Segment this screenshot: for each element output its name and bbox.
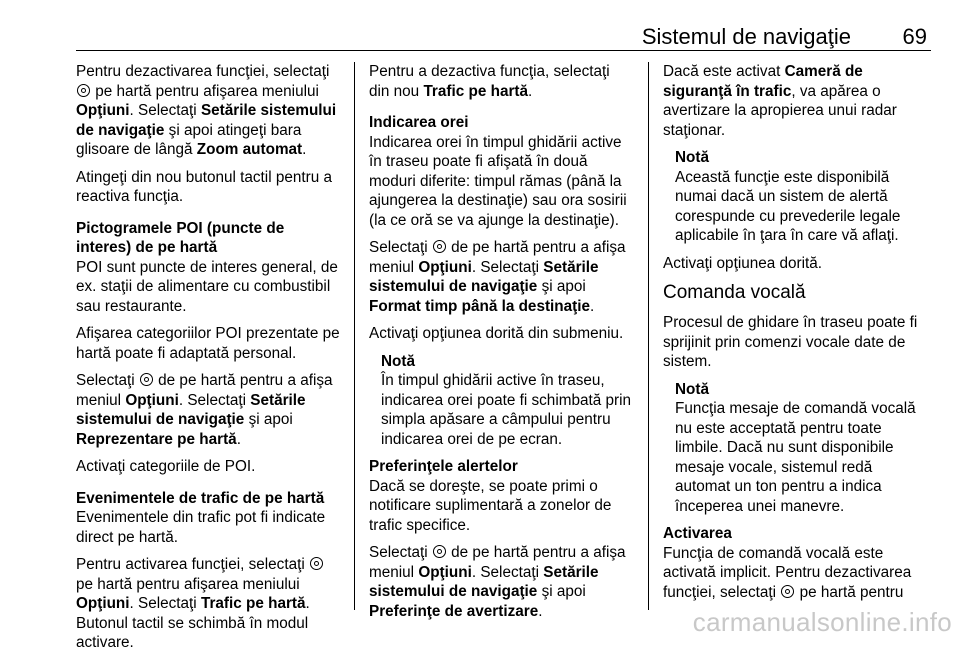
paragraph <box>663 544 931 603</box>
paragraph: Procesul de ghidare în traseu poate fi sprijinit prin comenzi vocale date de sistem. <box>663 314 918 370</box>
column-2 <box>369 62 634 621</box>
options-gear-icon <box>77 84 90 97</box>
text: şi apoi <box>537 583 586 600</box>
section-heading: Preferinţele alertelor <box>369 458 518 475</box>
watermark: carmanualsonline.info <box>692 607 952 637</box>
paragraph: Activaţi opţiunea dorită din submeniu. <box>369 325 624 342</box>
paragraph: Afişarea categoriilor POI prezentate pe hartă poate fi adaptată personal. <box>76 325 340 362</box>
section-heading: Pictogramele POI (puncte de interes) de pe hartă <box>76 219 285 256</box>
paragraph <box>663 62 931 140</box>
note-text: Funcţia mesaje de comandă vocală nu este acceptată pentru toate limbile. Dacă nu sunt disponibile mesaje vocale, sistemul redă automat un ton pentru a indica începerea unei manevre. <box>675 400 916 515</box>
column-divider <box>648 62 649 610</box>
menu-term: Setările sistemului de navigaţie <box>76 102 337 139</box>
page-header <box>76 24 931 50</box>
section-heading: Activarea <box>663 525 732 542</box>
text: pe hartă pentru afişarea meniului <box>91 82 319 100</box>
text: . <box>236 430 241 448</box>
text: . Selectaţi <box>471 258 544 276</box>
menu-term: Setările sistemului de navigaţie <box>76 391 306 428</box>
paragraph <box>369 543 634 621</box>
text: . <box>590 297 595 315</box>
section-heading: Indicarea orei <box>369 114 469 131</box>
note-title: Notă <box>675 149 709 166</box>
text: . Selectaţi <box>471 563 544 581</box>
paragraph: POI sunt puncte de interes general, de ex. staţii de alimentare cu combustibil sau restaurante. <box>76 258 338 315</box>
note-title: Notă <box>675 380 709 398</box>
page-number: 69 <box>902 24 927 49</box>
menu-term: Setările sistemului de navigaţie <box>369 563 599 600</box>
paragraph <box>369 62 634 101</box>
paragraph: Activaţi opţiunea dorită. <box>663 254 823 272</box>
page-title: Sistemul de navigaţie <box>641 24 851 49</box>
options-gear-icon <box>310 557 323 570</box>
note-text: Această funcţie este disponibilă numai dacă un sistem de alertă corespunde cu prevederile legale aplicabile în ţara în care vă aflaţi. <box>675 168 901 244</box>
text: şi apoi <box>537 278 586 295</box>
text: . <box>538 602 543 620</box>
text: . Selectaţi <box>129 595 201 612</box>
paragraph <box>369 238 634 316</box>
text: . <box>528 82 533 100</box>
paragraph: Activaţi categoriile de POI. <box>76 458 256 475</box>
text: . <box>302 141 307 158</box>
options-gear-icon <box>433 240 446 253</box>
paragraph <box>76 555 340 653</box>
note-box <box>381 352 634 450</box>
menu-term: Preferinţe de avertizare <box>369 602 539 620</box>
text: Pentru a dezactiva funcţia, selectaţi din nou <box>369 63 610 100</box>
note-box <box>675 148 931 246</box>
menu-term: Opţiuni <box>76 595 130 612</box>
text: , va apărea o avertizare la apropierea unui radar staţionar. <box>663 82 897 139</box>
menu-term: Reprezentare pe hartă <box>76 430 237 448</box>
chapter-heading: Comanda vocală <box>663 282 806 303</box>
options-gear-icon <box>140 373 153 386</box>
text: Selectaţi <box>369 544 432 561</box>
text: Selectaţi <box>76 372 139 389</box>
menu-term: Zoom automat <box>196 141 303 158</box>
menu-term: Opţiuni <box>76 102 130 119</box>
paragraph: Atingeţi din nou butonul tactil pentru a reactiva funcţia. <box>76 168 332 205</box>
text: de pe hartă pentru a afişa meniul <box>369 544 626 581</box>
menu-term: Trafic pe hartă <box>423 82 529 100</box>
menu-term: Opţiuni <box>125 391 179 409</box>
menu-term: Trafic pe hartă <box>200 595 306 612</box>
paragraph: Evenimentele din trafic pot fi indicate direct pe hartă. <box>76 509 326 546</box>
note-box <box>675 380 931 517</box>
menu-term: Opţiuni <box>418 563 472 581</box>
text: Pentru dezactivarea funcţiei, selectaţi <box>76 63 330 80</box>
text: pe hartă pentru <box>795 583 904 601</box>
options-gear-icon <box>781 585 794 598</box>
options-gear-icon <box>433 545 446 558</box>
paragraph: Indicarea orei în timpul ghidării active în traseu poate fi afişată în două moduri diferite: timpul rămas (până la ajungerea la destinaţie) sau ora sosirii (la ce oră se va ajunge la destinaţie). <box>369 133 627 229</box>
text: pe hartă pentru afişarea meniului <box>76 575 300 593</box>
text: Selectaţi <box>369 239 432 256</box>
paragraph <box>76 371 340 449</box>
menu-term: Setările sistemului de navigaţie <box>369 258 599 295</box>
text: . Butonul tactil se schimbă în modul activare. <box>76 595 310 651</box>
text: Funcţia de comandă vocală este activată implicit. Pentru dezactivarea funcţiei, selectaţi <box>663 544 912 601</box>
text: Dacă este activat <box>663 63 785 80</box>
text: de pe hartă pentru a afişa meniul <box>76 372 333 409</box>
column-1 <box>76 62 340 653</box>
column-divider <box>354 62 355 610</box>
text: şi apoi <box>244 411 293 428</box>
column-3 <box>663 62 931 602</box>
header-rule <box>76 50 931 51</box>
menu-term: Cameră de siguranţă în trafic <box>663 63 863 100</box>
text: . Selectaţi <box>178 391 251 409</box>
text: de pe hartă pentru a afişa meniul <box>369 239 626 276</box>
section-heading: Evenimentele de trafic de pe hartă <box>76 489 325 507</box>
menu-term: Opţiuni <box>418 258 472 276</box>
paragraph: Dacă se doreşte, se poate primi o notificare suplimentară a zonelor de trafic specifice. <box>369 477 612 534</box>
note-text: În timpul ghidării active în traseu, indicarea orei poate fi schimbată prin simpla apăsare a câmpului pentru indicarea orei de pe ecran. <box>381 372 631 448</box>
text: şi apoi atingeţi bara glisoare de lângă <box>76 121 302 158</box>
paragraph <box>76 62 340 160</box>
text: . Selectaţi <box>129 102 201 119</box>
text: Pentru activarea funcţiei, selectaţi <box>76 556 309 573</box>
note-title: Notă <box>381 352 415 370</box>
menu-term: Format timp până la destinaţie <box>369 297 590 315</box>
